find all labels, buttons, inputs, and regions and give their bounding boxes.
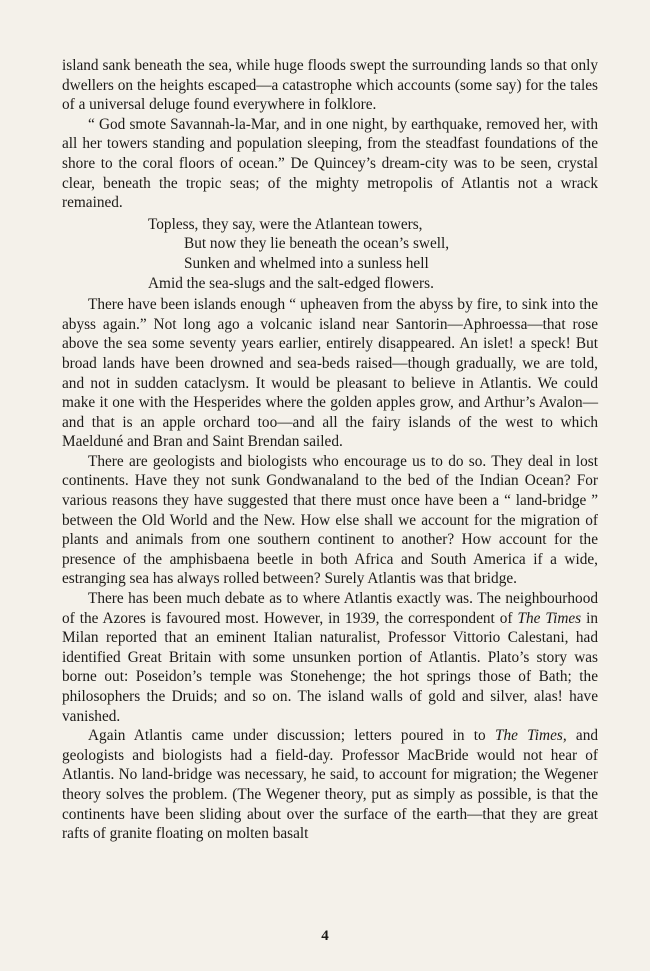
paragraph-3: There have been islands enough “ upheaven from the abyss by fire, to sink into the abyss again.” Not long ago a volcanic island near Santorin—Aphroessa—that rose above the sea some seventy years earlier, entirely disappeared. An islet! a speck! But broad lands have been drowned and sea-beds raised—though gradually, we are told, and not in sudden cataclysm. It would be pleasant to believe in Atlantis. We could make it one with the Hesperides where the golden apples grow, and Arthur’s Avalon—and that is an apple orchard too—and all the fairy islands of the west to which Maelduné and Bran and Saint Brendan sailed. <box>62 296 598 451</box>
paragraph-1: island sank beneath the sea, while huge floods swept the surrounding lands so that only dwellers on the heights escaped—a catastrophe which accounts (some say) for the tales of a universal deluge found everywhere in folklore. <box>62 57 598 114</box>
paragraph-6-text-b: and geologists and biologists had a field-day. Professor MacBride would not hear of Atlantis. No land-bridge was necessary, he said, to account for migration; the Wegener theory solves the problem. (The Wegener theory, put as simply as possible, is that the continents have been sliding about over the surface of the earth—that they are great rafts of granite floating on molten basalt <box>62 727 598 843</box>
verse-stanza <box>62 215 598 293</box>
paragraph-6-text-a: Again Atlantis came under discussion; letters poured in to <box>88 727 495 745</box>
newspaper-title: The Times <box>517 609 582 627</box>
paragraph-5 <box>62 589 598 726</box>
paragraph-4: There are geologists and biologists who encourage us to do so. They deal in lost continents. Have they not sunk Gondwanaland to the bed of the Indian Ocean? For various reasons they have suggested that there must once have been a “ land-bridge ” between the Old World and the New. How else shall we account for the migration of plants and animals from one southern continent to another? How account for the presence of the amphisbaena beetle in both Africa and South America if a wide, estranging sea has always rolled between? Surely Atlantis was that bridge. <box>62 452 598 588</box>
verse-line-4: Amid the sea-slugs and the salt-edged flowers. <box>148 274 434 292</box>
paragraph-6 <box>62 726 598 844</box>
body-text <box>62 56 598 844</box>
paragraph-5-text-a: There has been much debate as to where Atlantis exactly was. The neighbourhood of the Azores is favoured most. However, in 1939, the correspondent of <box>62 590 598 627</box>
verse-line-3: Sunken and whelmed into a sunless hell <box>184 254 429 272</box>
verse-line-2: But now they lie beneath the ocean’s swell, <box>184 235 450 253</box>
paragraph-2: “ God smote Savannah-la-Mar, and in one night, by earthquake, removed her, with all her towers standing and population sleeping, from the steadfast foundations of the shore to the coral floors of ocean.” De Quincey’s dream-city was to be seen, crystal clear, beneath the tropic seas; of the mighty metropolis of Atlantis not a wrack remained. <box>62 115 598 212</box>
paragraph-5-text-b: in Milan reported that an eminent Italian naturalist, Professor Vittorio Calestani, had identified Great Britain with some unsunken portion of Atlantis. Plato’s story was borne out: Poseidon’s temple was Stonehenge; the hot springs those of Bath; the philosophers the Druids; and so on. The island walls of gold and silver, alas! have vanished. <box>62 609 599 725</box>
page-number: 4 <box>321 928 329 944</box>
verse-line-1: Topless, they say, were the Atlantean towers, <box>148 215 423 233</box>
newspaper-title: The Times, <box>494 727 567 745</box>
